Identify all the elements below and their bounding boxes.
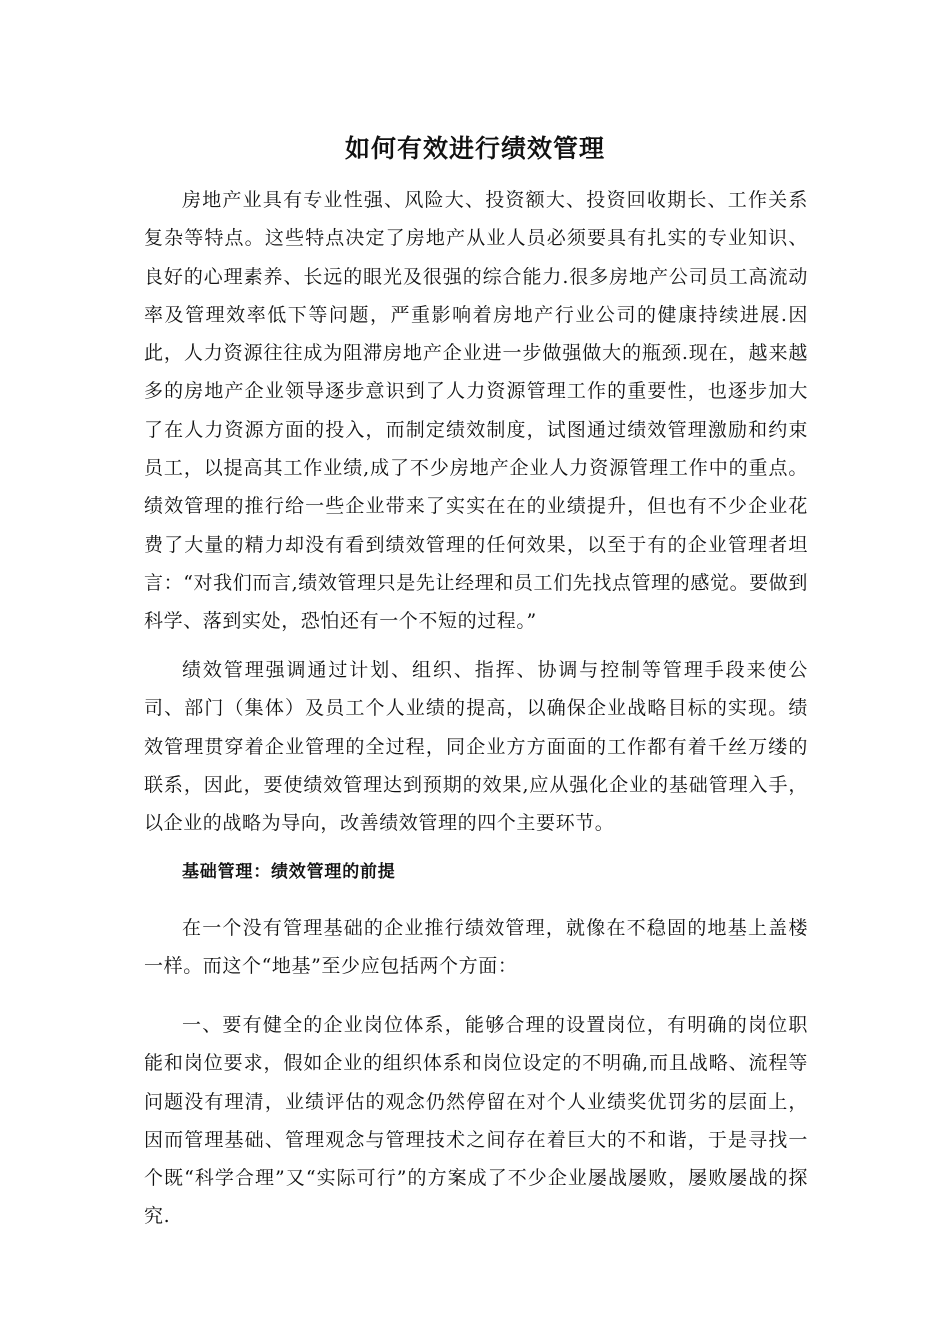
section-heading: 基础管理：绩效管理的前提: [182, 862, 396, 882]
paragraph-performance-management: 绩效管理强调通过计划、组织、指挥、协调与控制等管理手段来使公司、部门（集体）及员工个人业绩的提高，以确保企业战略目标的实现。绩效管理贯穿着企业管理的全过程，同企业方方面面的工作都有着千丝万缕的联系，因此，要使绩效管理达到预期的效果,应从强化企业的基础管理入手，以企业的战略为导向，改善绩效管理的四个主要环节。: [144, 659, 808, 835]
paragraph-point-one: 一、要有健全的企业岗位体系，能够合理的设置岗位，有明确的岗位职能和岗位要求，假如企业的组织体系和岗位设定的不明确,而且战略、流程等问题没有理清，业绩评估的观念仍然停留在对个人业绩奖优罚劣的层面上，因而管理基础、管理观念与管理技术之间存在着巨大的不和谐，于是寻找一个既“科学合理”又“实际可行”的方案成了不少企业屡战屡败，屡败屡战的探究.: [144, 1014, 808, 1228]
document-title: 如何有效进行绩效管理: [344, 134, 605, 163]
paragraph-intro: 房地产业具有专业性强、风险大、投资额大、投资回收期长、工作关系复杂等特点。这些特点决定了房地产从业人员必须要具有扎实的专业知识、良好的心理素养、长远的眼光及很强的综合能力.很多房地产公司员工高流动率及管理效率低下等问题，严重影响着房地产行业公司的健康持续进展.因此，人力资源往往成为阻滞房地产企业进一步做强做大的瓶颈.现在，越来越多的房地产企业领导逐步意识到了人力资源管理工作的重要性，也逐步加大了在人力资源方面的投入，而制定绩效制度，试图通过绩效管理激励和约束员工，以提高其工作业绩,成了不少房地产企业人力资源管理工作中的重点。绩效管理的推行给一些企业带来了实实在在的业绩提升，但也有不少企业花费了大量的精力却没有看到绩效管理的任何效果，以至于有的企业管理者坦言：“对我们而言,绩效管理只是先让经理和员工们先找点管理的感觉。要做到科学、落到实处，恐怕还有一个不短的过程。”: [144, 189, 808, 633]
paragraph-foundation: 在一个没有管理基础的企业推行绩效管理，就像在不稳固的地基上盖楼一样。而这个“地基”至少应包括两个方面：: [144, 917, 808, 978]
